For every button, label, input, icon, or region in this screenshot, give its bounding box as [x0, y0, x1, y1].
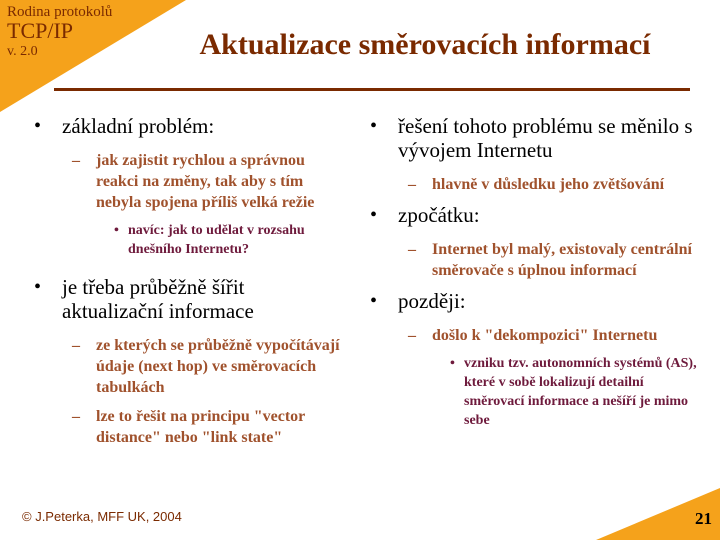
- bullet-marker: •: [370, 204, 378, 226]
- sub-bullet-text: lze to řešit na principu "vector distance" nebo "link state": [96, 408, 305, 446]
- left-column: [30, 114, 350, 456]
- bullet-text: základní problém:: [62, 114, 215, 138]
- bullet-item: [30, 114, 350, 138]
- series-label: Rodina protokolů: [7, 4, 113, 20]
- bullet-item: [30, 275, 350, 323]
- sub-bullet-text: jak zajistit rychlou a správnou reakci na změny, tak aby s tím nebyla spojena příliš velká režie: [96, 152, 315, 211]
- dash-marker: –: [72, 408, 80, 425]
- topic-label: TCP/IP: [7, 18, 74, 43]
- sub-bullet-item: [30, 335, 350, 398]
- dash-marker: –: [408, 327, 416, 344]
- dash-marker: –: [72, 337, 80, 354]
- bullet-marker: •: [34, 276, 42, 298]
- sub-bullet-text: hlavně v důsledku jeho zvětšování: [432, 176, 665, 193]
- bullet-marker: •: [370, 290, 378, 312]
- bullet-text: později:: [398, 289, 466, 313]
- page-number: 21: [695, 509, 712, 528]
- bullet-text: zpočátku:: [398, 203, 480, 227]
- sub-bullet-item: [30, 406, 350, 448]
- version-label: v. 2.0: [7, 44, 38, 59]
- slide-title: Aktualizace směrovacích informací: [199, 28, 651, 61]
- bullet-item: [366, 203, 706, 227]
- sub-bullet-text: ze kterých se průběžně vypočítávají údaje (next hop) ve směrovacích tabulkách: [96, 337, 340, 396]
- bullet-text: je třeba průběžně šířit aktualizační informace: [62, 275, 254, 323]
- bullet-text: řešení tohoto problému se měnilo s vývojem Internetu: [398, 114, 693, 162]
- copyright-footer: © J.Peterka, MFF UK, 2004: [22, 509, 182, 524]
- dash-marker: –: [408, 176, 416, 193]
- sub-bullet-text: došlo k "dekompozici" Internetu: [432, 327, 658, 344]
- bullet-item: [366, 114, 706, 162]
- sub-bullet-text: Internet byl malý, existovaly centrální směrovače s úplnou informací: [432, 241, 692, 279]
- sub-sub-bullet-text: vzniku tzv. autonomních systémů (AS), které v sobě lokalizují detailní směrovací informace a nešíří je mimo sebe: [464, 356, 697, 428]
- title-underline: [54, 88, 690, 91]
- dash-marker: –: [408, 241, 416, 258]
- sub-bullet-item: [366, 174, 706, 195]
- sub-bullet-item: [30, 150, 350, 213]
- bullet-marker: •: [450, 356, 455, 371]
- bullet-marker: •: [114, 223, 119, 238]
- bullet-item: [366, 289, 706, 313]
- right-column: [366, 114, 706, 438]
- dash-marker: –: [72, 152, 80, 169]
- bullet-marker: •: [370, 115, 378, 137]
- sub-sub-bullet-item: [366, 354, 706, 430]
- bullet-marker: •: [34, 115, 42, 137]
- sub-bullet-item: [366, 325, 706, 346]
- sub-bullet-item: [366, 239, 706, 281]
- sub-sub-bullet-text: navíc: jak to udělat v rozsahu dnešního Internetu?: [128, 223, 305, 257]
- sub-sub-bullet-item: [30, 221, 350, 259]
